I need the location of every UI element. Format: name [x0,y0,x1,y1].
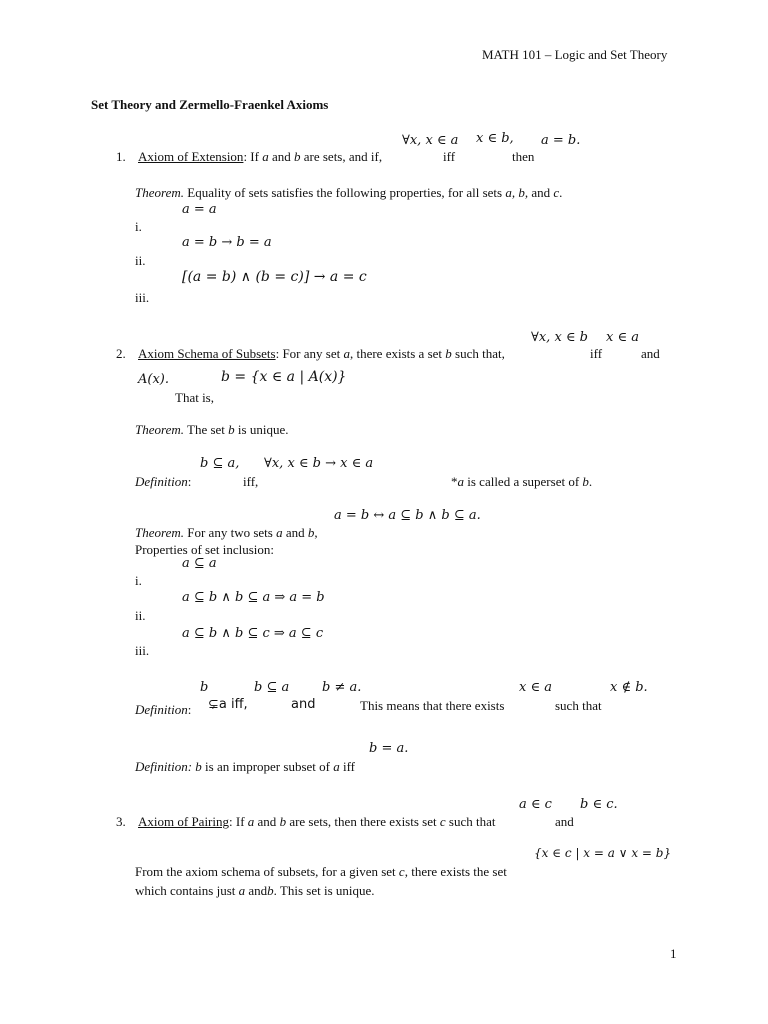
theorem1-item-ii-math: a = b → b = a [182,235,272,250]
theorem1-vars: a, b, [505,185,529,200]
theorem1-item-i-math: a = a [182,202,217,217]
axiom2-that-is: That is, [175,390,214,405]
theorem1-item-ii-numeral: ii. [135,253,146,268]
axiom1-line [116,149,382,164]
theorem3-properties: Properties of set inclusion: [135,542,275,557]
definition2-math-xnotinb: x ∉ b. [610,680,648,695]
axiom3-para2-b: . This set is unique. [273,883,375,898]
axiom1-math-xinb: x ∈ b, [476,131,514,146]
axiom3-text-c: are sets, then there exists set [286,814,440,829]
definition1-star: * [451,474,458,489]
definition1-label: Definition [135,474,188,489]
definition1-var-b: b [582,474,589,489]
axiom2-math-forall: ∀x, x ∈ b [531,330,588,345]
axiom2-math-xina: x ∈ a [606,330,639,345]
theorem2-var-b: b [228,422,235,437]
theorem1-period: . [559,185,563,200]
definition2-proper-sub: ⊊a iff, [208,697,248,712]
axiom3-text-d: such that [445,814,496,829]
axiom1-text-b: and [268,149,294,164]
axiom3-para1-b: , there exists the set [404,864,507,879]
axiom1-number: 1. [116,149,126,164]
theorem1-text: Equality of sets satisfies the following properties, for all sets [184,185,506,200]
theorem3-var-a: a [276,525,283,540]
theorem1-label: Theorem. [135,185,184,200]
theorem2-text2: is unique. [234,422,289,437]
theorem2-statement [135,422,288,437]
axiom3-math-ainc: a ∈ c [519,797,552,812]
axiom1-then: then [512,149,535,164]
axiom3-para2-and: and [245,883,268,898]
definition2-label: Definition [135,702,188,717]
axiom3-text-b: and [254,814,280,829]
axiom2-math-Ax: A(x). [138,372,169,387]
axiom2-line [116,346,505,361]
axiom3-text-a: : If [229,814,248,829]
axiom1-name: Axiom of Extension [138,149,244,164]
theorem1-var-c: c [553,185,560,200]
definition1-iff: iff, [243,474,259,489]
theorem3-math: a = b ↔ a ⊆ b ∧ b ⊆ a. [334,508,481,523]
theorem1-statement [135,185,562,200]
definition2-label-line [135,702,191,717]
axiom2-text-c: such that, [451,346,505,361]
theorem1-item-i-numeral: i. [135,219,142,234]
axiom2-number: 2. [116,346,126,361]
definition2-such-that: such that [555,698,602,713]
definition3-text: is an improper subset of [201,759,334,774]
axiom3-math-binc: b ∈ c. [580,797,618,812]
theorem3-item-ii-numeral: ii. [135,608,146,623]
theorem1-and: and [528,185,554,200]
theorem3-statement [135,525,318,540]
definition1-label-line [135,474,191,489]
axiom1-text-a: : If [243,149,263,164]
axiom2-text-b: , there exists a set [349,346,446,361]
definition2-math-bneq: b ≠ a. [322,680,362,695]
axiom1-math-aeqb: a = b. [541,133,581,148]
axiom3-para2 [135,883,375,898]
axiom2-iff: iff [590,346,603,361]
theorem1-item-iii-numeral: iii. [135,290,150,305]
section-title: Set Theory and Zermello-Fraenkel Axioms [91,97,329,112]
axiom3-name: Axiom of Pairing [138,814,229,829]
theorem3-item-iii-math: a ⊆ b ∧ b ⊆ c ⇒ a ⊆ c [182,626,324,641]
axiom3-var-b: b [279,814,287,829]
axiom2-name: Axiom Schema of Subsets [138,346,276,361]
axiom3-number: 3. [116,814,126,829]
axiom3-var-c: c [439,814,446,829]
definition1-math-subset: b ⊆ a, [200,456,240,471]
axiom3-para2-va: a [238,883,246,898]
definition2-and: and [291,697,316,712]
axiom3-var-a: a [247,814,255,829]
axiom3-para1-a: From the axiom schema of subsets, for a given set [135,864,399,879]
axiom1-text-c: are sets, and if, [300,149,383,164]
axiom2-math-set: b = {x ∈ a | A(x)} [221,369,347,385]
page-number: 1 [670,946,677,961]
axiom3-math-set: {x ∈ c | x = a ∨ x = b} [534,846,672,860]
definition2-math-bsub: b ⊆ a [254,680,290,695]
definition1-colon: : [187,474,192,489]
definition1-math-forall: ∀x, x ∈ b → x ∈ a [264,456,374,471]
definition2-text: This means that there exists [360,698,505,713]
definition2-colon: : [187,702,192,717]
axiom1-iff: iff [443,149,456,164]
definition1-period: . [588,474,593,489]
theorem1-item-iii-math: [(a = b) ∧ (b = c)] → a = c [182,269,367,285]
axiom3-para1-c: c [398,864,405,879]
theorem3-text: For any two sets [184,525,277,540]
axiom1-var-b: b [294,149,301,164]
definition3-iff: iff [339,759,356,774]
definition2-math-xina: x ∈ a [519,680,552,695]
definition3-statement [135,759,355,774]
axiom3-line [116,814,495,829]
definition1-superset [451,474,592,489]
axiom2-var-b: b [445,346,452,361]
theorem3-label: Theorem. [135,525,184,540]
axiom2-text-a: : For any set [275,346,344,361]
theorem3-var-b: b [307,525,315,540]
axiom1-var-a: a [262,149,269,164]
definition2-math-b: b [200,680,209,695]
axiom2-and: and [641,346,660,361]
axiom3-para2-a: which contains just [135,883,239,898]
axiom3-para2-vb: b [267,883,274,898]
theorem3-comma: , [314,525,318,540]
axiom2-var-a: a [343,346,350,361]
definition3-label: Definition: [135,759,193,774]
definition3-math: b = a. [369,741,409,756]
definition1-text: is called a superset of [464,474,583,489]
definition3-var-a: a [333,759,340,774]
theorem3-item-iii-numeral: iii. [135,643,150,658]
theorem2-label: Theorem. [135,422,184,437]
theorem3-item-i-numeral: i. [135,573,142,588]
theorem3-item-ii-math: a ⊆ b ∧ b ⊆ a ⇒ a = b [182,590,325,605]
axiom3-and: and [555,814,574,829]
theorem3-and: and [282,525,308,540]
axiom1-math-forall: ∀x, x ∈ a [402,133,459,148]
definition1-var-a: a [457,474,464,489]
page-header: MATH 101 – Logic and Set Theory [482,47,668,62]
theorem3-item-i-math: a ⊆ a [182,556,217,571]
theorem2-text: The set [184,422,229,437]
axiom3-para1 [135,864,507,879]
definition3-var-b: b [195,759,202,774]
